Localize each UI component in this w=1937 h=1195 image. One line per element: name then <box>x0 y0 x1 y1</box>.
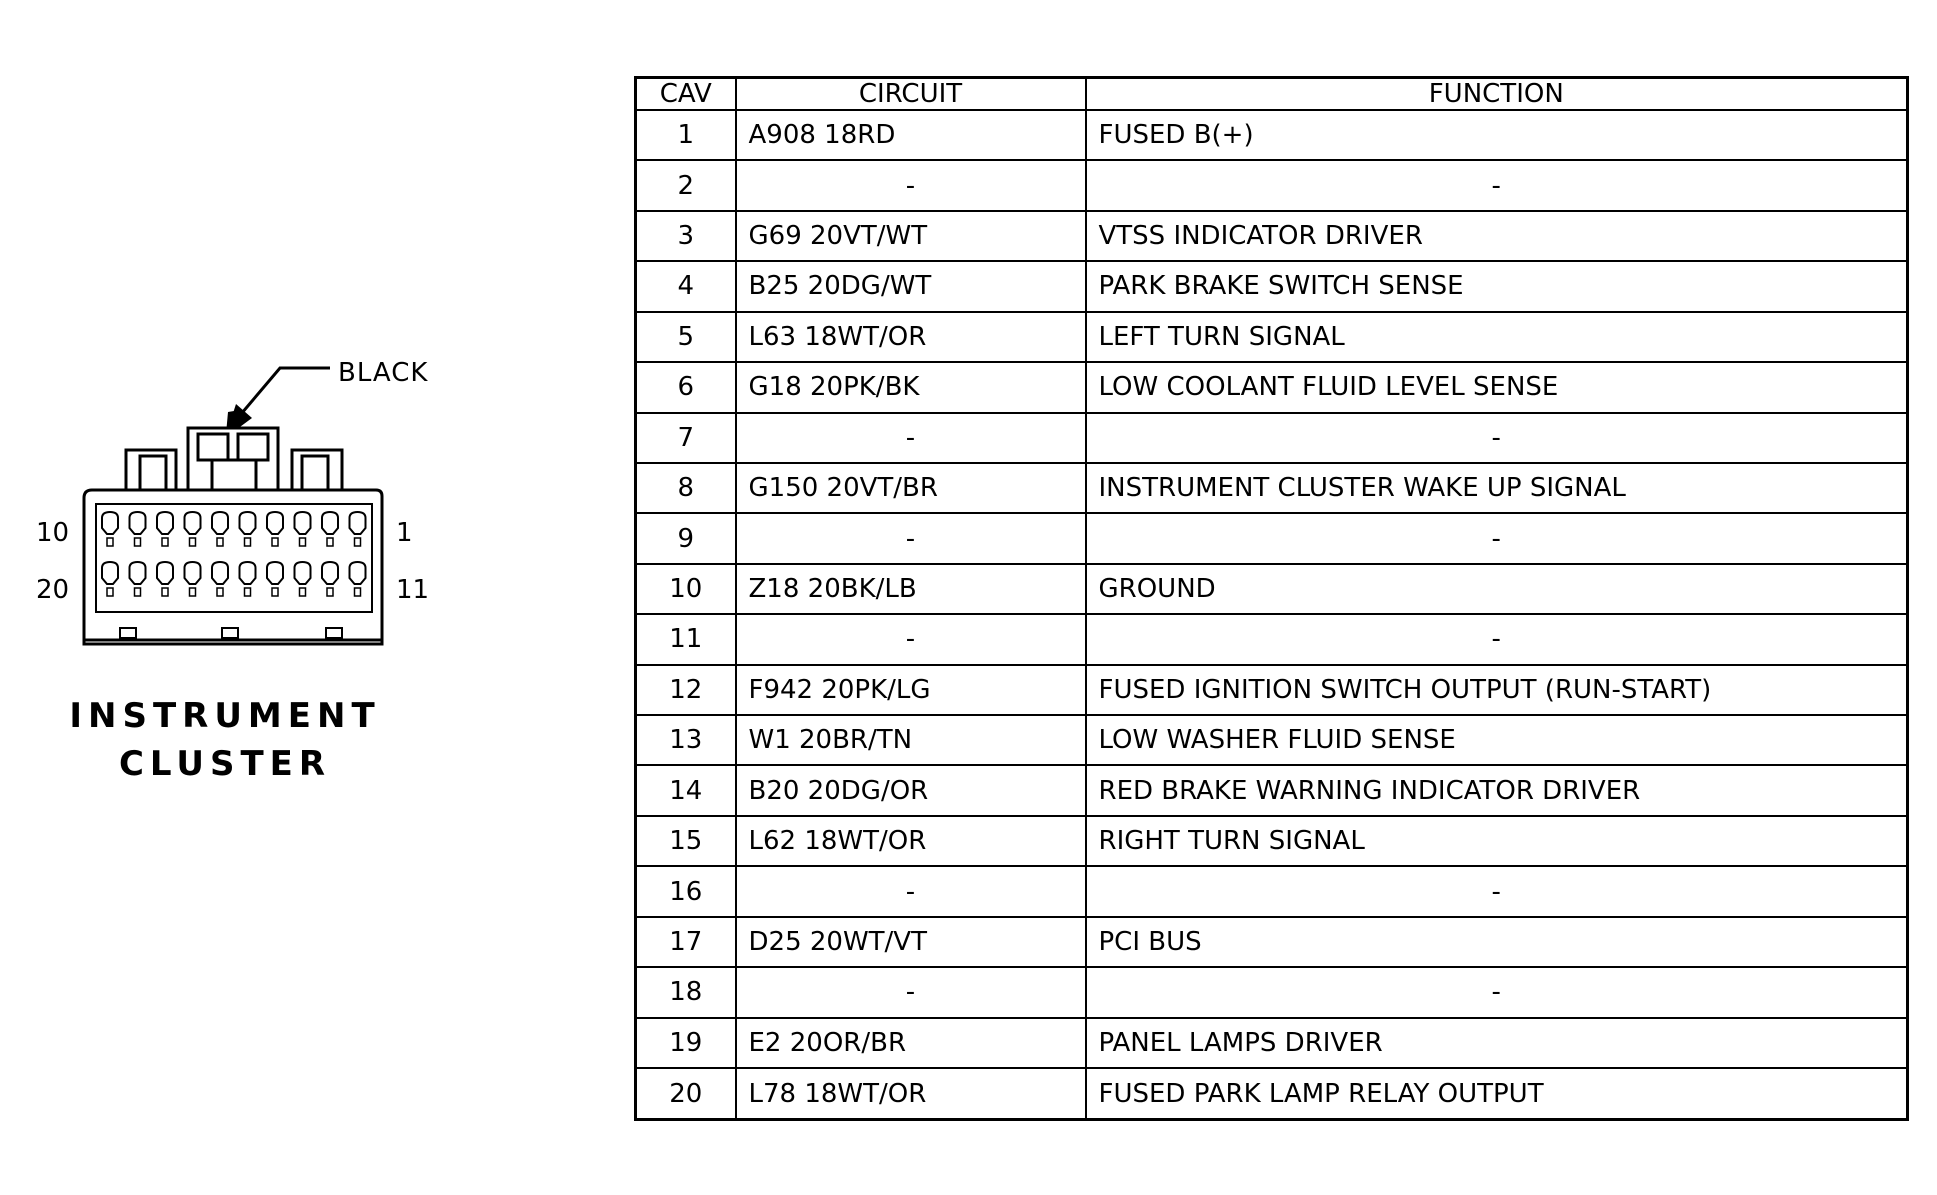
table-row <box>636 513 1908 563</box>
terminal-cavity <box>240 562 256 584</box>
terminal-cavity <box>295 512 311 534</box>
terminal-tab <box>190 538 196 546</box>
cav-cell: 7 <box>636 413 736 463</box>
terminal-cavity <box>322 512 338 534</box>
circuit-cell: G18 20PK/BK <box>736 362 1086 412</box>
function-cell: VTSS INDICATOR DRIVER <box>1086 211 1908 261</box>
table-row <box>636 715 1908 765</box>
terminal-tab <box>107 538 113 546</box>
terminal-cavity <box>157 512 173 534</box>
circuit-cell: B25 20DG/WT <box>736 261 1086 311</box>
cav-cell: 4 <box>636 261 736 311</box>
terminal-tab <box>327 538 333 546</box>
table-header-row <box>636 78 1908 111</box>
terminal-tab <box>300 588 306 596</box>
table-row <box>636 917 1908 967</box>
circuit-cell: G150 20VT/BR <box>736 463 1086 513</box>
function-cell: RIGHT TURN SIGNAL <box>1086 816 1908 866</box>
connector-name-line2: CLUSTER <box>118 744 332 784</box>
table-row <box>636 463 1908 513</box>
table-row <box>636 261 1908 311</box>
cav-cell: 14 <box>636 765 736 815</box>
table-row <box>636 816 1908 866</box>
table-row <box>636 413 1908 463</box>
function-cell: PANEL LAMPS DRIVER <box>1086 1018 1908 1068</box>
function-cell: LOW WASHER FLUID SENSE <box>1086 715 1908 765</box>
terminal-tab <box>190 588 196 596</box>
pin-label-20: 20 <box>36 575 70 605</box>
terminal-cavity <box>157 562 173 584</box>
circuit-cell: - <box>736 413 1086 463</box>
cav-cell: 2 <box>636 160 736 210</box>
terminal-cavity <box>295 562 311 584</box>
function-cell: GROUND <box>1086 564 1908 614</box>
cav-cell: 16 <box>636 866 736 916</box>
cav-cell: 18 <box>636 967 736 1017</box>
function-cell: - <box>1086 513 1908 563</box>
header-cav: CAV <box>636 78 736 111</box>
color-leader-arrow <box>236 368 330 420</box>
cav-cell: 20 <box>636 1068 736 1119</box>
terminal-cavity <box>102 512 118 534</box>
cav-cell: 11 <box>636 614 736 664</box>
terminal-tab <box>327 588 333 596</box>
header-function: FUNCTION <box>1086 78 1908 111</box>
circuit-cell: B20 20DG/OR <box>736 765 1086 815</box>
circuit-cell: F942 20PK/LG <box>736 665 1086 715</box>
circuit-cell: - <box>736 866 1086 916</box>
table-row <box>636 1018 1908 1068</box>
function-cell: - <box>1086 866 1908 916</box>
circuit-cell: L62 18WT/OR <box>736 816 1086 866</box>
function-cell: RED BRAKE WARNING INDICATOR DRIVER <box>1086 765 1908 815</box>
table-row <box>636 564 1908 614</box>
terminal-tab <box>162 588 168 596</box>
connector-color-label: BLACK <box>338 358 429 388</box>
terminal-tab <box>272 538 278 546</box>
table-row <box>636 665 1908 715</box>
terminal-cavity <box>212 562 228 584</box>
circuit-cell: L78 18WT/OR <box>736 1068 1086 1119</box>
function-cell: FUSED IGNITION SWITCH OUTPUT (RUN-START) <box>1086 665 1908 715</box>
cav-cell: 10 <box>636 564 736 614</box>
terminal-cavity <box>212 512 228 534</box>
cav-cell: 15 <box>636 816 736 866</box>
circuit-cell: - <box>736 160 1086 210</box>
terminal-tab <box>245 588 251 596</box>
cav-cell: 6 <box>636 362 736 412</box>
terminal-cavity <box>185 512 201 534</box>
circuit-cell: - <box>736 967 1086 1017</box>
circuit-cell: W1 20BR/TN <box>736 715 1086 765</box>
cav-cell: 12 <box>636 665 736 715</box>
function-cell: LEFT TURN SIGNAL <box>1086 312 1908 362</box>
terminal-cavity <box>267 512 283 534</box>
terminal-tab <box>245 538 251 546</box>
pinout-table-body <box>636 110 1908 1120</box>
terminal-cavity <box>102 562 118 584</box>
cav-cell: 13 <box>636 715 736 765</box>
terminal-tab <box>355 538 361 546</box>
circuit-cell: - <box>736 614 1086 664</box>
table-row <box>636 866 1908 916</box>
terminal-cavity <box>322 562 338 584</box>
terminal-cavity <box>240 512 256 534</box>
terminal-tab <box>107 588 113 596</box>
terminal-tab <box>135 588 141 596</box>
table-row <box>636 362 1908 412</box>
table-row <box>636 160 1908 210</box>
circuit-cell: G69 20VT/WT <box>736 211 1086 261</box>
function-cell: FUSED B(+) <box>1086 110 1908 160</box>
circuit-cell: E2 20OR/BR <box>736 1018 1086 1068</box>
terminal-cavity <box>130 562 146 584</box>
cav-cell: 17 <box>636 917 736 967</box>
terminal-tab <box>355 588 361 596</box>
function-cell: FUSED PARK LAMP RELAY OUTPUT <box>1086 1068 1908 1119</box>
function-cell: INSTRUMENT CLUSTER WAKE UP SIGNAL <box>1086 463 1908 513</box>
terminal-cavity <box>185 562 201 584</box>
pin-label-10: 10 <box>36 518 70 548</box>
cav-cell: 5 <box>636 312 736 362</box>
pin-label-11: 11 <box>396 575 430 605</box>
terminal-tab <box>272 588 278 596</box>
function-cell: PCI BUS <box>1086 917 1908 967</box>
circuit-cell: - <box>736 513 1086 563</box>
header-circuit: CIRCUIT <box>736 78 1086 111</box>
table-row <box>636 967 1908 1017</box>
function-cell: PARK BRAKE SWITCH SENSE <box>1086 261 1908 311</box>
table-row <box>636 110 1908 160</box>
terminal-cavity <box>350 512 366 534</box>
pinout-table <box>634 76 1909 1121</box>
terminal-tab <box>135 538 141 546</box>
terminal-cavity <box>350 562 366 584</box>
cav-cell: 19 <box>636 1018 736 1068</box>
table-row <box>636 765 1908 815</box>
circuit-cell: Z18 20BK/LB <box>736 564 1086 614</box>
circuit-cell: A908 18RD <box>736 110 1086 160</box>
terminal-cavity <box>267 562 283 584</box>
cav-cell: 1 <box>636 110 736 160</box>
terminal-tab <box>300 538 306 546</box>
table-row <box>636 1068 1908 1119</box>
table-row <box>636 312 1908 362</box>
function-cell: - <box>1086 614 1908 664</box>
cav-cell: 3 <box>636 211 736 261</box>
function-cell: LOW COOLANT FLUID LEVEL SENSE <box>1086 362 1908 412</box>
table-row <box>636 614 1908 664</box>
function-cell: - <box>1086 160 1908 210</box>
terminal-tab <box>217 538 223 546</box>
connector-name-line1: INSTRUMENT <box>69 696 381 736</box>
circuit-cell: D25 20WT/VT <box>736 917 1086 967</box>
pin-label-1: 1 <box>396 518 413 548</box>
connector-latch <box>188 428 278 490</box>
table-row <box>636 211 1908 261</box>
terminal-tab <box>162 538 168 546</box>
terminal-cavity <box>130 512 146 534</box>
function-cell: - <box>1086 413 1908 463</box>
circuit-cell: L63 18WT/OR <box>736 312 1086 362</box>
terminal-tab <box>217 588 223 596</box>
cav-cell: 9 <box>636 513 736 563</box>
function-cell: - <box>1086 967 1908 1017</box>
cav-cell: 8 <box>636 463 736 513</box>
